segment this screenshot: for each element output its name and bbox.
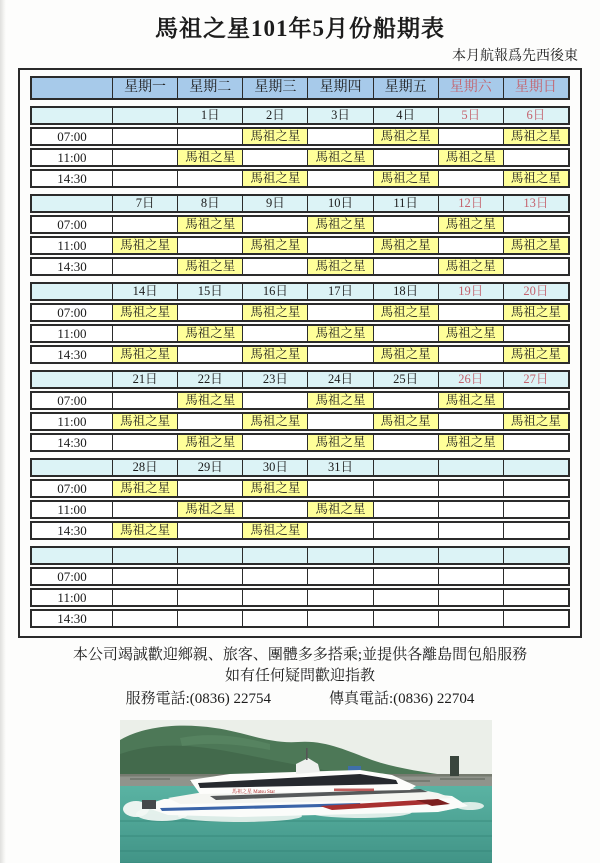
sailing-cell: 馬祖之星	[177, 435, 242, 450]
empty-cell	[438, 129, 503, 144]
time-label: 07:00	[57, 129, 87, 144]
empty-cell	[373, 569, 438, 584]
empty-cell	[242, 150, 307, 165]
time-row-07:00	[30, 479, 570, 498]
empty-cell	[177, 569, 242, 584]
empty-cell	[503, 326, 568, 341]
empty-cell	[177, 611, 242, 626]
date-cell	[242, 548, 307, 563]
empty-cell	[177, 305, 242, 320]
date-row-corner	[32, 196, 112, 211]
date-row	[30, 458, 570, 477]
date-cell	[112, 108, 177, 123]
empty-cell	[112, 171, 177, 186]
date-cell	[373, 460, 438, 475]
empty-cell	[242, 259, 307, 274]
empty-cell	[307, 481, 372, 496]
date-cell: 27日	[503, 372, 568, 387]
empty-cell	[373, 326, 438, 341]
date-cell	[373, 548, 438, 563]
date-cell	[177, 548, 242, 563]
time-label: 07:00	[57, 217, 87, 232]
sailing-cell: 馬祖之星	[177, 502, 242, 517]
sailing-cell: 馬祖之星	[373, 171, 438, 186]
date-cell: 13日	[503, 196, 568, 211]
empty-cell	[112, 393, 177, 408]
empty-cell	[307, 129, 372, 144]
time-row-07:00	[30, 391, 570, 410]
empty-cell	[373, 523, 438, 538]
time-row-14:30	[30, 169, 570, 188]
empty-cell	[438, 590, 503, 605]
sailing-cell: 馬祖之星	[373, 347, 438, 362]
time-row-14:30	[30, 609, 570, 628]
time-row-07:00	[30, 127, 570, 146]
time-row-14:30	[30, 521, 570, 540]
empty-cell	[503, 481, 568, 496]
sailing-cell: 馬祖之星	[503, 305, 568, 320]
sailing-cell: 馬祖之星	[307, 502, 372, 517]
sailing-cell: 馬祖之星	[242, 347, 307, 362]
time-row-11:00	[30, 236, 570, 255]
time-label: 11:00	[57, 590, 87, 605]
date-cell: 9日	[242, 196, 307, 211]
time-label: 14:30	[57, 171, 87, 186]
date-cell: 23日	[242, 372, 307, 387]
weekday-header-2: 星期二	[177, 78, 242, 98]
date-cell	[438, 460, 503, 475]
empty-cell	[177, 347, 242, 362]
weekday-header-7: 星期日	[503, 78, 568, 98]
sailing-cell: 馬祖之星	[438, 217, 503, 232]
empty-cell	[438, 414, 503, 429]
empty-cell	[307, 347, 372, 362]
empty-cell	[112, 326, 177, 341]
date-cell: 31日	[307, 460, 372, 475]
empty-cell	[438, 523, 503, 538]
time-row-07:00	[30, 303, 570, 322]
sailing-cell: 馬祖之星	[242, 481, 307, 496]
time-label: 14:30	[57, 259, 87, 274]
date-row-corner	[32, 372, 112, 387]
empty-cell	[177, 523, 242, 538]
weekday-header-row	[30, 76, 570, 100]
sailing-cell: 馬祖之星	[438, 393, 503, 408]
time-label: 11:00	[57, 326, 87, 341]
empty-cell	[503, 393, 568, 408]
sailing-cell: 馬祖之星	[112, 481, 177, 496]
empty-cell	[503, 590, 568, 605]
date-cell: 26日	[438, 372, 503, 387]
time-row-11:00	[30, 412, 570, 431]
week-block-6	[30, 546, 570, 628]
sailing-cell: 馬祖之星	[242, 305, 307, 320]
ferry-photo	[120, 720, 492, 863]
empty-cell	[307, 611, 372, 626]
date-cell	[307, 548, 372, 563]
time-row-14:30	[30, 433, 570, 452]
date-cell	[503, 460, 568, 475]
time-label: 07:00	[57, 569, 87, 584]
empty-cell	[112, 435, 177, 450]
date-cell	[503, 548, 568, 563]
date-cell: 30日	[242, 460, 307, 475]
date-cell: 28日	[112, 460, 177, 475]
date-cell: 21日	[112, 372, 177, 387]
date-cell: 11日	[373, 196, 438, 211]
date-cell: 15日	[177, 284, 242, 299]
sailing-cell: 馬祖之星	[242, 238, 307, 253]
date-row-corner	[32, 108, 112, 123]
date-row-corner	[32, 460, 112, 475]
sailing-cell: 馬祖之星	[112, 523, 177, 538]
empty-cell	[112, 259, 177, 274]
empty-cell	[307, 569, 372, 584]
date-cell: 3日	[307, 108, 372, 123]
date-row-corner	[32, 284, 112, 299]
time-label: 11:00	[57, 150, 87, 165]
empty-cell	[307, 414, 372, 429]
week-block-2	[30, 194, 570, 276]
empty-cell	[307, 523, 372, 538]
weekday-header-3: 星期三	[242, 78, 307, 98]
corner-header-cell	[32, 78, 112, 98]
page-title: 馬祖之星101年5月份船期表	[155, 16, 445, 41]
empty-cell	[438, 305, 503, 320]
footer-phones	[0, 689, 600, 710]
fax-phone: 傳真電話:(0836) 22704	[329, 691, 475, 707]
sailing-cell: 馬祖之星	[112, 238, 177, 253]
empty-cell	[503, 150, 568, 165]
sailing-cell: 馬祖之星	[177, 259, 242, 274]
date-cell: 2日	[242, 108, 307, 123]
sailing-cell: 馬祖之星	[242, 129, 307, 144]
empty-cell	[307, 171, 372, 186]
empty-cell	[242, 217, 307, 232]
time-label: 14:30	[57, 435, 87, 450]
sailing-cell: 馬祖之星	[373, 129, 438, 144]
date-row-corner	[32, 548, 112, 563]
boat-name-text: 馬祖之星 Matsu Star	[232, 790, 276, 795]
empty-cell	[373, 217, 438, 232]
time-label: 14:30	[57, 611, 87, 626]
empty-cell	[438, 569, 503, 584]
sailing-cell: 馬祖之星	[307, 326, 372, 341]
footer	[0, 645, 600, 710]
empty-cell	[177, 481, 242, 496]
weeks-container	[30, 106, 570, 628]
time-label: 11:00	[57, 502, 87, 517]
date-cell: 17日	[307, 284, 372, 299]
time-row-07:00	[30, 215, 570, 234]
sailing-cell: 馬祖之星	[307, 259, 372, 274]
empty-cell	[242, 502, 307, 517]
empty-cell	[438, 481, 503, 496]
date-row	[30, 106, 570, 125]
empty-cell	[242, 393, 307, 408]
empty-cell	[307, 305, 372, 320]
date-cell: 22日	[177, 372, 242, 387]
sailing-cell: 馬祖之星	[373, 238, 438, 253]
sailing-cell: 馬祖之星	[242, 171, 307, 186]
empty-cell	[438, 171, 503, 186]
sailing-cell: 馬祖之星	[177, 393, 242, 408]
date-cell: 19日	[438, 284, 503, 299]
date-cell: 5日	[438, 108, 503, 123]
empty-cell	[373, 502, 438, 517]
empty-cell	[438, 238, 503, 253]
date-cell: 7日	[112, 196, 177, 211]
empty-cell	[373, 590, 438, 605]
time-row-07:00	[30, 567, 570, 586]
date-cell: 1日	[177, 108, 242, 123]
date-row	[30, 282, 570, 301]
empty-cell	[373, 611, 438, 626]
schedule-table	[18, 68, 582, 638]
date-row	[30, 370, 570, 389]
sailing-cell: 馬祖之星	[503, 129, 568, 144]
sailing-cell: 馬祖之星	[307, 217, 372, 232]
sailing-cell: 馬祖之星	[112, 414, 177, 429]
time-label: 07:00	[57, 305, 87, 320]
sailing-cell: 馬祖之星	[438, 150, 503, 165]
empty-cell	[373, 435, 438, 450]
schedule-note: 本月航報爲先西後東	[452, 49, 578, 64]
service-phone: 服務電話:(0836) 22754	[125, 691, 271, 707]
empty-cell	[503, 435, 568, 450]
time-label: 14:30	[57, 523, 87, 538]
empty-cell	[112, 502, 177, 517]
date-cell	[438, 548, 503, 563]
time-row-11:00	[30, 148, 570, 167]
empty-cell	[112, 129, 177, 144]
sailing-cell: 馬祖之星	[112, 305, 177, 320]
empty-cell	[503, 523, 568, 538]
empty-cell	[438, 502, 503, 517]
sailing-cell: 馬祖之星	[438, 435, 503, 450]
week-block-3	[30, 282, 570, 364]
weekday-header-1: 星期一	[112, 78, 177, 98]
sailing-cell: 馬祖之星	[177, 217, 242, 232]
date-cell: 29日	[177, 460, 242, 475]
empty-cell	[177, 171, 242, 186]
date-row	[30, 194, 570, 213]
sailing-cell: 馬祖之星	[242, 523, 307, 538]
empty-cell	[177, 129, 242, 144]
date-cell: 10日	[307, 196, 372, 211]
empty-cell	[242, 590, 307, 605]
empty-cell	[112, 611, 177, 626]
date-cell: 24日	[307, 372, 372, 387]
sailing-cell: 馬祖之星	[438, 259, 503, 274]
time-label: 11:00	[57, 414, 87, 429]
sailing-cell: 馬祖之星	[307, 435, 372, 450]
empty-cell	[242, 569, 307, 584]
empty-cell	[373, 393, 438, 408]
date-cell: 20日	[503, 284, 568, 299]
date-cell	[112, 548, 177, 563]
empty-cell	[373, 150, 438, 165]
empty-cell	[438, 347, 503, 362]
time-row-11:00	[30, 324, 570, 343]
time-label: 07:00	[57, 481, 87, 496]
time-row-14:30	[30, 345, 570, 364]
sailing-cell: 馬祖之星	[177, 150, 242, 165]
empty-cell	[438, 611, 503, 626]
empty-cell	[503, 259, 568, 274]
empty-cell	[177, 414, 242, 429]
empty-cell	[177, 238, 242, 253]
time-label: 07:00	[57, 393, 87, 408]
empty-cell	[307, 590, 372, 605]
footer-inquiry-line: 如有任何疑問歡迎指教	[224, 668, 375, 684]
time-row-11:00	[30, 588, 570, 607]
sailing-cell: 馬祖之星	[177, 326, 242, 341]
date-row	[30, 546, 570, 565]
weekday-header-6: 星期六	[438, 78, 503, 98]
sailing-cell: 馬祖之星	[373, 305, 438, 320]
empty-cell	[503, 217, 568, 232]
empty-cell	[503, 569, 568, 584]
sailing-cell: 馬祖之星	[307, 150, 372, 165]
sailing-cell: 馬祖之星	[438, 326, 503, 341]
sailing-cell: 馬祖之星	[307, 393, 372, 408]
time-label: 11:00	[57, 238, 87, 253]
empty-cell	[242, 326, 307, 341]
empty-cell	[112, 217, 177, 232]
date-cell: 8日	[177, 196, 242, 211]
empty-cell	[373, 481, 438, 496]
breakwater-tower	[450, 756, 459, 776]
time-row-14:30	[30, 257, 570, 276]
sailing-cell: 馬祖之星	[373, 414, 438, 429]
week-block-1	[30, 106, 570, 188]
date-cell: 25日	[373, 372, 438, 387]
empty-cell	[503, 502, 568, 517]
empty-cell	[503, 611, 568, 626]
date-cell: 12日	[438, 196, 503, 211]
date-cell: 4日	[373, 108, 438, 123]
empty-cell	[177, 590, 242, 605]
empty-cell	[112, 150, 177, 165]
week-block-5	[30, 458, 570, 540]
sailing-cell: 馬祖之星	[112, 347, 177, 362]
date-cell: 18日	[373, 284, 438, 299]
sailing-cell: 馬祖之星	[503, 238, 568, 253]
empty-cell	[112, 590, 177, 605]
weekday-header-5: 星期五	[373, 78, 438, 98]
empty-cell	[242, 611, 307, 626]
sailing-cell: 馬祖之星	[242, 414, 307, 429]
time-row-11:00	[30, 500, 570, 519]
empty-cell	[373, 259, 438, 274]
week-block-4	[30, 370, 570, 452]
time-label: 14:30	[57, 347, 87, 362]
footer-welcome-line: 本公司竭誠歡迎鄉親、旅客、團體多多搭乘;並提供各離島間包船服務	[72, 647, 528, 663]
empty-cell	[242, 435, 307, 450]
empty-cell	[307, 238, 372, 253]
date-cell: 16日	[242, 284, 307, 299]
weekday-header-4: 星期四	[307, 78, 372, 98]
empty-cell	[112, 569, 177, 584]
sailing-cell: 馬祖之星	[503, 347, 568, 362]
sailing-cell: 馬祖之星	[503, 171, 568, 186]
sailing-cell: 馬祖之星	[503, 414, 568, 429]
date-cell: 14日	[112, 284, 177, 299]
date-cell: 6日	[503, 108, 568, 123]
